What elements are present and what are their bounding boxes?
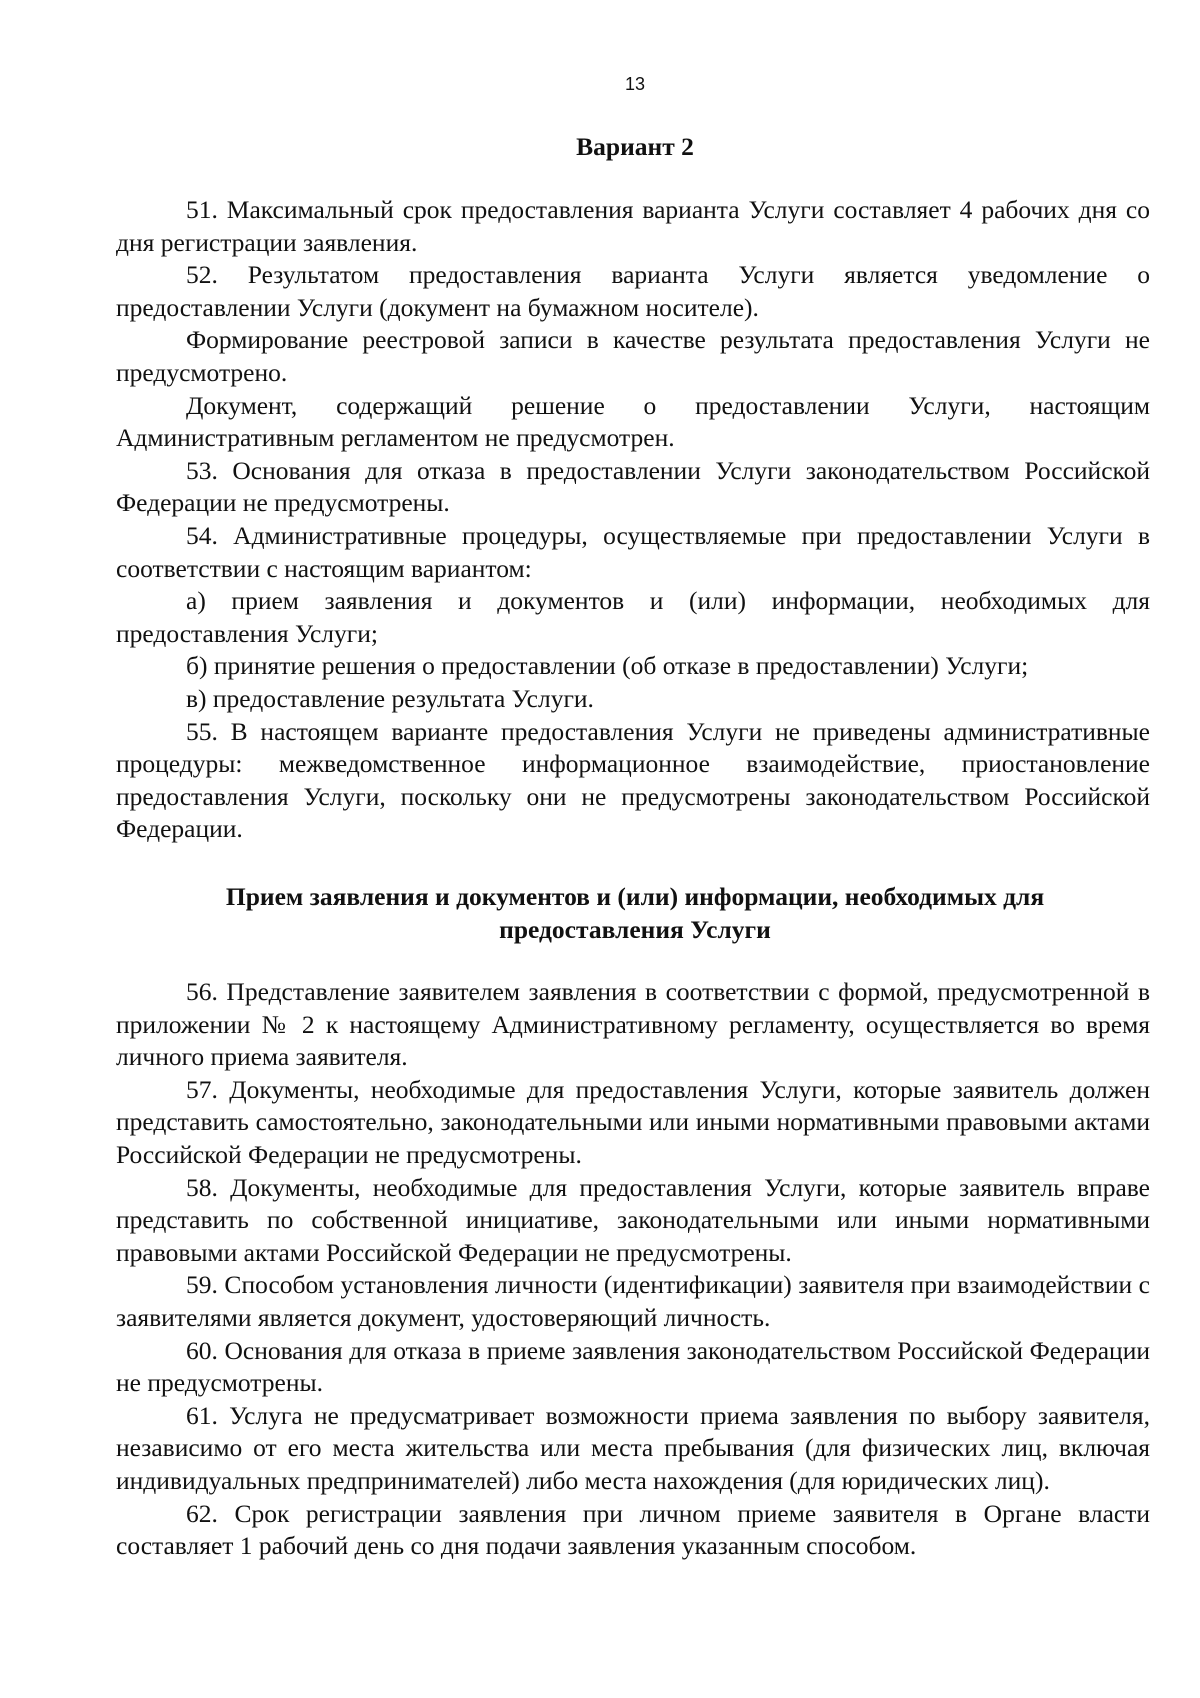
paragraph-53: 53. Основания для отказа в предоставлении Услуги законодательством Российской Федерации не предусмотрены.	[116, 455, 1150, 518]
section-1-body	[116, 194, 1150, 846]
paragraph-54-item-a: а) прием заявления и документов и (или) информации, необходимых для предоставления Услуги;	[116, 586, 1150, 648]
paragraph-60: 60. Основания для отказа в приеме заявления законодательством Российской Федерации не предусмотрены.	[116, 1335, 1150, 1398]
paragraph-52-document-note: Документ, содержащий решение о предоставлении Услуги, настоящим Административным регламентом не предусмотрен.	[116, 390, 1150, 453]
paragraph-59: 59. Способом установления личности (идентификации) заявителя при взаимодействии с заявителями является документ, удостоверяющий личность.	[116, 1270, 1150, 1332]
paragraph-55: 55. В настоящем варианте предоставления Услуги не приведены административные процедуры: межведомственное информационное взаимодействие, приостановление предоставления Услуги, поскольку они не предусмотрены законодательством Российской Федерации.	[116, 716, 1150, 844]
paragraph-57: 57. Документы, необходимые для предоставления Услуги, которые заявитель должен представить самостоятельно, законодательными или иными нормативными правовыми актами Российской Федерации не предусмотрены.	[116, 1074, 1150, 1169]
paragraph-52-registry-note: Формирование реестровой записи в качестве результата предоставления Услуги не предусмотрено.	[116, 325, 1150, 387]
paragraph-62: 62. Срок регистрации заявления при личном приеме заявителя в Органе власти составляет 1 рабочий день со дня подачи заявления указанным способом.	[116, 1498, 1150, 1561]
section-2-body	[116, 976, 1150, 1563]
paragraph-54-item-b: б) принятие решения о предоставлении (об отказе в предоставлении) Услуги;	[186, 651, 1029, 681]
paragraph-52: 52. Результатом предоставления варианта Услуги является уведомление о предоставлении Услуги (документ на бумажном носителе).	[116, 260, 1150, 322]
paragraph-54-item-c: в) предоставление результата Услуги.	[186, 683, 594, 713]
paragraph-54: 54. Административные процедуры, осуществляемые при предоставлении Услуги в соответствии с настоящим вариантом:	[116, 520, 1150, 583]
paragraph-51: 51. Максимальный срок предоставления варианта Услуги составляет 4 рабочих дня со дня регистрации заявления.	[116, 195, 1150, 257]
paragraph-58: 58. Документы, необходимые для предоставления Услуги, которые заявитель вправе представить по собственной инициативе, законодательными или иными нормативными правовыми актами Российской Федерации не предусмотрены.	[116, 1172, 1150, 1267]
variant-title: Вариант 2	[576, 132, 694, 161]
page-number: 13	[624, 74, 646, 94]
paragraph-61: 61. Услуга не предусматривает возможности приема заявления по выбору заявителя, независимо от его места жительства или места пребывания (для физических лиц, включая индивидуальных предпринимателей) либо места нахождения (для юридических лиц).	[116, 1400, 1150, 1495]
paragraph-56: 56. Представление заявителем заявления в соответствии с формой, предусмотренной в приложении № 2 к настоящему Административному регламенту, осуществляется во время личного приема заявителя.	[116, 977, 1150, 1072]
section-2-title: Прием заявления и документов и (или) информации, необходимых для предоставления Услуги	[225, 882, 1045, 944]
